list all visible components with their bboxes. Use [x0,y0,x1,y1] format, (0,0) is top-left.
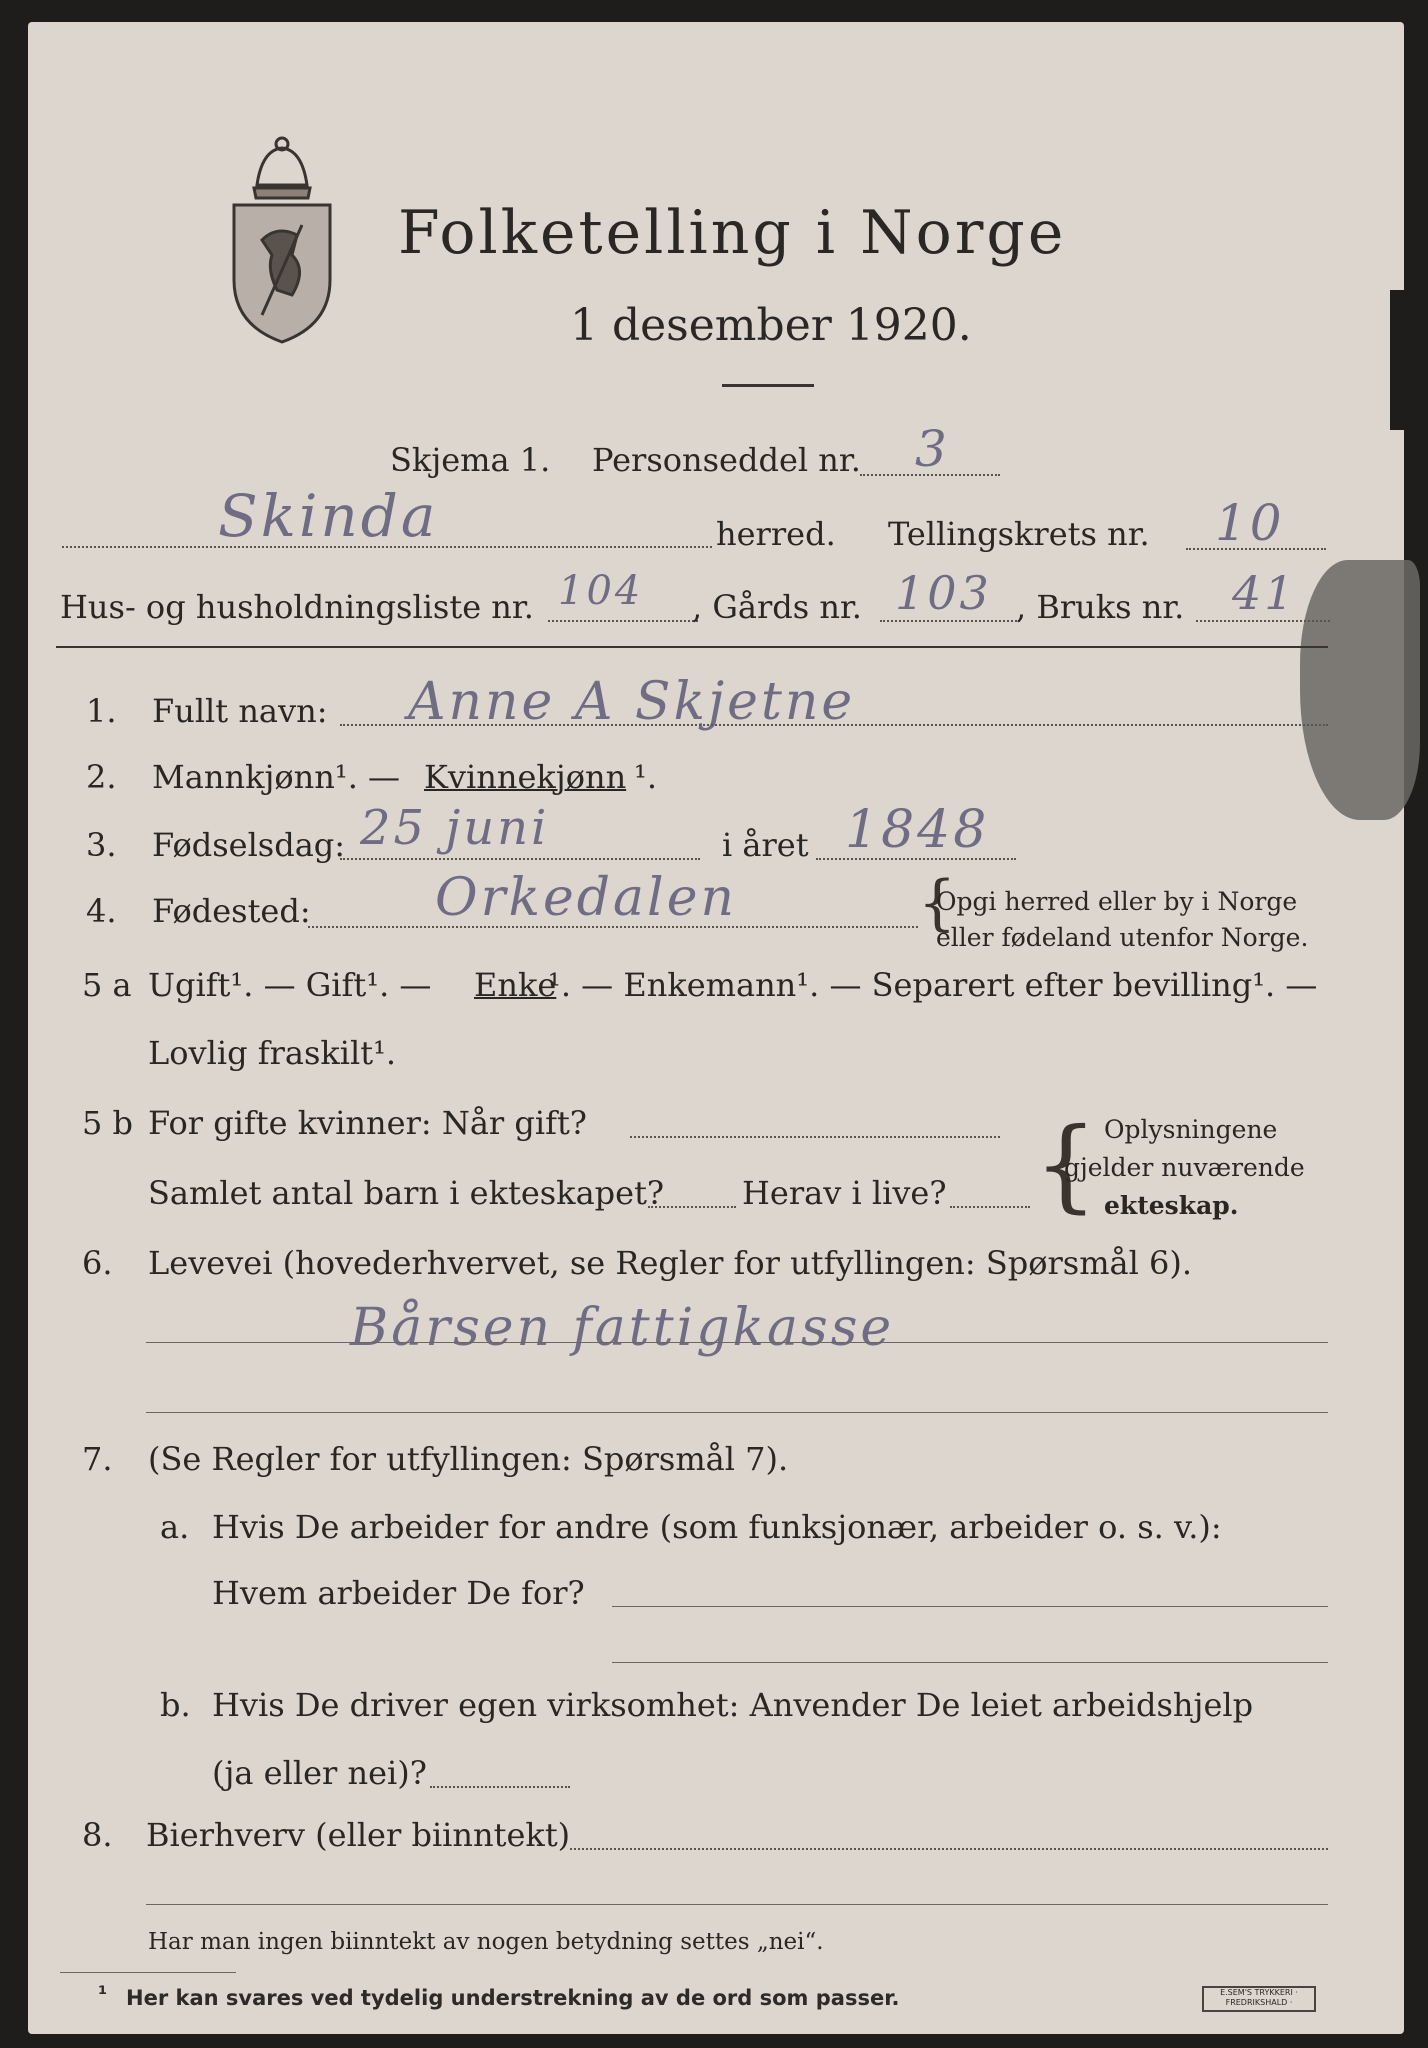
gards-value: 103 [895,566,992,620]
q4-number: 4. [86,892,117,930]
q5b-note-line3: ekteskap. [1104,1191,1239,1220]
q5a-text1: Ugift¹. — Gift¹. — [148,966,432,1004]
q8-note: Har man ingen biinntekt av nogen betydning settes „nei“. [148,1929,824,1955]
schema-label: Skjema 1. [390,441,551,479]
arbeidsgiver-line-2[interactable] [612,1662,1328,1663]
header-divider [56,646,1328,648]
q7b-number: b. [160,1686,191,1724]
personseddel-value: 3 [915,420,950,478]
q5a-number: 5 a [82,966,132,1004]
q8-text: Bierhverv (eller biinntekt) [146,1816,571,1854]
q3-year-label: i året [722,826,809,864]
q3-label: Fødselsdag: [152,826,346,864]
q7-text: (Se Regler for utfyllingen: Spørsmål 7). [148,1440,789,1478]
gards-field[interactable] [880,620,1020,622]
q2-mannkjonn: Mannkjønn¹. — [152,758,401,796]
levevei-value: Bårsen fattigkasse [350,1298,895,1358]
q1-label: Fullt navn: [152,692,328,730]
q5b-text2: Samlet antal barn i ekteskapet? [148,1174,665,1212]
q7a-number: a. [160,1508,190,1546]
q6-text: Levevei (hovederhvervet, se Regler for utfyllingen: Spørsmål 6). [148,1244,1193,1282]
coat-of-arms-icon [222,130,342,345]
arbeidshjelp-field[interactable] [430,1786,570,1788]
q5b-note-line1: Oplysningene [1104,1115,1278,1144]
bierhverv-field[interactable] [570,1848,1328,1850]
q4-brace: { [918,868,957,938]
q1-number: 1. [86,692,117,730]
q5b-brace: { [1034,1106,1098,1223]
printer-stamp: E.SEM'S TRYKKERI · FREDRIKSHALD · [1202,1986,1316,2012]
q2-number: 2. [86,758,117,796]
q5b-text3: Herav i live? [742,1174,947,1212]
form-title: Folketelling i Norge [398,198,1067,268]
q5a-text3: Lovlig fraskilt¹. [148,1034,397,1072]
q5a-enke-underlined[interactable]: Enke [474,966,557,1004]
q5a-text2: ¹. — Enkemann¹. — Separert efter bevilling¹. — [548,966,1318,1004]
q4-note-line1: Opgi herred eller by i Norge [936,887,1298,916]
q7b-text2: (ja eller nei)? [212,1754,427,1792]
levevei-line-2[interactable] [146,1412,1328,1413]
footnote-mark: ¹ [98,1982,108,2006]
bruks-value: 41 [1232,566,1297,620]
herred-value: Skinda [218,482,439,550]
personseddel-label: Personseddel nr. [592,441,861,479]
herred-label: herred. [716,515,836,553]
q7-number: 7. [82,1440,113,1478]
arbeidsgiver-field[interactable] [612,1606,1328,1607]
fodselsdag-value: 25 juni [360,800,550,856]
q7b-text1: Hvis De driver egen virksomhet: Anvender De leiet arbeidshjelp [212,1686,1254,1724]
gards-label: , Gårds nr. [692,588,862,626]
title-divider [722,384,814,387]
naar-gift-field[interactable] [630,1136,1000,1138]
husliste-label: Hus- og husholdningsliste nr. [60,588,534,626]
fodested-value: Orkedalen [435,868,737,928]
q2-suffix: ¹. [634,758,657,796]
q3-number: 3. [86,826,117,864]
form-date: 1 desember 1920. [570,300,972,351]
q5b-note-line2: gjelder nuværende [1064,1153,1305,1182]
q5b-text1: For gifte kvinner: Når gift? [148,1104,587,1142]
fodselsaar-value: 1848 [845,800,990,860]
bruks-field[interactable] [1196,620,1330,622]
footnote-divider [60,1972,236,1973]
q8-number: 8. [82,1816,113,1854]
fullt-navn-value: Anne A Skjetne [408,672,856,732]
q6-number: 6. [82,1244,113,1282]
footnote-text: Her kan svares ved tydelig understrekning av de ord som passer. [126,1986,900,2010]
husliste-value: 104 [558,568,644,614]
tellingskrets-value: 10 [1215,494,1285,552]
q7a-text1: Hvis De arbeider for andre (som funksjonær, arbeider o. s. v.): [212,1508,1222,1546]
herav-i-live-field[interactable] [950,1206,1030,1208]
q5b-number: 5 b [82,1104,134,1142]
antal-barn-field[interactable] [648,1206,736,1208]
q4-note-line2: eller fødeland utenfor Norge. [936,923,1309,952]
q2-kvinnekjonn-underlined[interactable]: Kvinnekjønn [424,758,627,796]
tellingskrets-label: Tellingskrets nr. [888,515,1150,553]
torn-edge [1300,560,1420,820]
torn-edge-top [1390,290,1428,430]
q4-label: Fødested: [152,892,311,930]
q7a-text2: Hvem arbeider De for? [212,1574,585,1612]
bierhverv-line-2[interactable] [146,1904,1328,1905]
levevei-line-1[interactable] [146,1342,1328,1343]
bruks-label: , Bruks nr. [1016,588,1185,626]
fodselsdag-field[interactable] [340,858,700,860]
husliste-field[interactable] [548,620,698,622]
